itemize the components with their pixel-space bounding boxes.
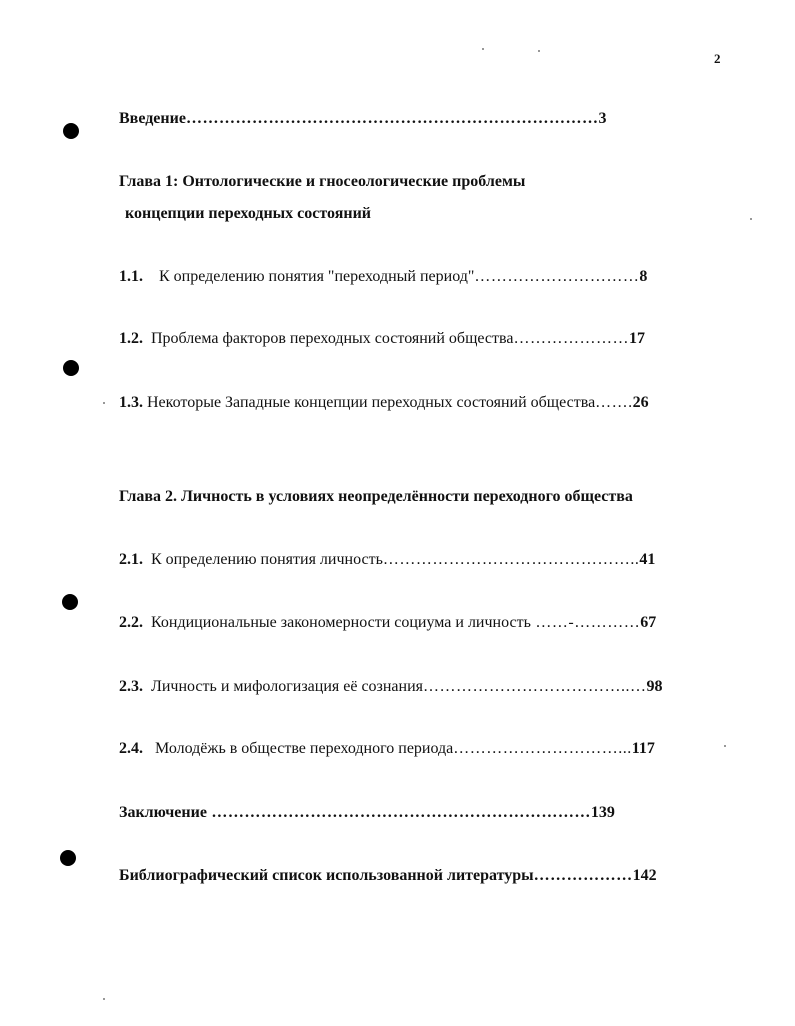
toc-entry-2-1 bbox=[119, 550, 709, 570]
binder-hole bbox=[63, 360, 79, 376]
toc-entry-conclusion bbox=[119, 803, 719, 823]
scan-speck bbox=[482, 48, 484, 50]
scan-speck bbox=[724, 745, 726, 747]
page-ref: 67 bbox=[640, 614, 657, 631]
section-number: 2.4. bbox=[119, 740, 143, 757]
page-ref: 142 bbox=[632, 867, 657, 884]
leader-dots: ………………………………………………………………… bbox=[185, 110, 599, 127]
section-number: 1.3. bbox=[119, 394, 143, 411]
leader-dots: ……-………… bbox=[530, 614, 641, 631]
binder-hole bbox=[63, 123, 79, 139]
toc-entry-2-4 bbox=[119, 739, 719, 759]
section-number: 2.1. bbox=[119, 551, 143, 568]
leader-dots: ………………… bbox=[513, 330, 629, 347]
chapter-1-heading-line-2: концепции переходных состояний bbox=[125, 205, 372, 222]
entry-title: Библиографический список использованной литературы bbox=[119, 867, 534, 884]
scan-speck bbox=[538, 50, 540, 52]
scan-speck bbox=[750, 218, 752, 220]
toc-entry-introduction bbox=[119, 109, 694, 129]
section-number: 2.3. bbox=[119, 678, 143, 695]
page-ref: 117 bbox=[631, 740, 655, 757]
entry-title: Заключение bbox=[119, 804, 207, 821]
chapter-2-heading: Глава 2. Личность в условиях неопределённости переходного общества bbox=[119, 488, 633, 505]
page-ref: 26 bbox=[632, 394, 649, 411]
chapter-1-heading-line-1: Глава 1: Онтологические и гносеологические проблемы bbox=[119, 173, 526, 190]
entry-title: Кондициональные закономерности социума и личность bbox=[151, 614, 531, 631]
toc-entry-1-3 bbox=[119, 393, 719, 413]
page-ref: 41 bbox=[639, 551, 656, 568]
section-number: 1.2. bbox=[119, 330, 143, 347]
entry-title: Проблема факторов переходных состояний общества bbox=[151, 330, 514, 347]
leader-dots: ………………………… bbox=[474, 268, 640, 285]
leader-dots: ………………………………..… bbox=[423, 678, 647, 695]
toc-entry-1-1 bbox=[119, 267, 699, 287]
entry-title: Введение bbox=[119, 110, 186, 127]
entry-title: Молодёжь в обществе переходного периода bbox=[155, 740, 454, 757]
page-number: 2 bbox=[714, 51, 721, 66]
leader-dots: ……………… bbox=[533, 867, 633, 884]
binder-hole bbox=[62, 594, 78, 610]
entry-title: Личность и мифологизация её сознания bbox=[151, 678, 424, 695]
toc-entry-2-2 bbox=[119, 613, 709, 633]
entry-title: К определению понятия "переходный период" bbox=[159, 268, 475, 285]
page-ref: 3 bbox=[598, 110, 607, 127]
toc-entry-1-2 bbox=[119, 329, 709, 349]
section-number: 2.2. bbox=[119, 614, 143, 631]
entry-title: К определению понятия личность bbox=[151, 551, 383, 568]
leader-dots: ……. bbox=[595, 394, 633, 411]
scan-speck bbox=[103, 402, 105, 404]
page-ref: 8 bbox=[639, 268, 648, 285]
leader-dots: …………………………... bbox=[453, 740, 632, 757]
scan-speck bbox=[103, 998, 105, 1000]
page-ref: 139 bbox=[590, 804, 615, 821]
leader-dots: ……………………………………….. bbox=[382, 551, 640, 568]
toc-entry-2-3 bbox=[119, 677, 709, 697]
page-ref: 98 bbox=[646, 678, 663, 695]
binder-hole bbox=[60, 850, 76, 866]
leader-dots: …………………………………………………………… bbox=[206, 804, 591, 821]
entry-title: Некоторые Западные концепции переходных состояний общества bbox=[147, 394, 596, 411]
page-ref: 17 bbox=[628, 330, 645, 347]
toc-entry-bibliography bbox=[119, 866, 719, 886]
section-number: 1.1. bbox=[119, 268, 143, 285]
